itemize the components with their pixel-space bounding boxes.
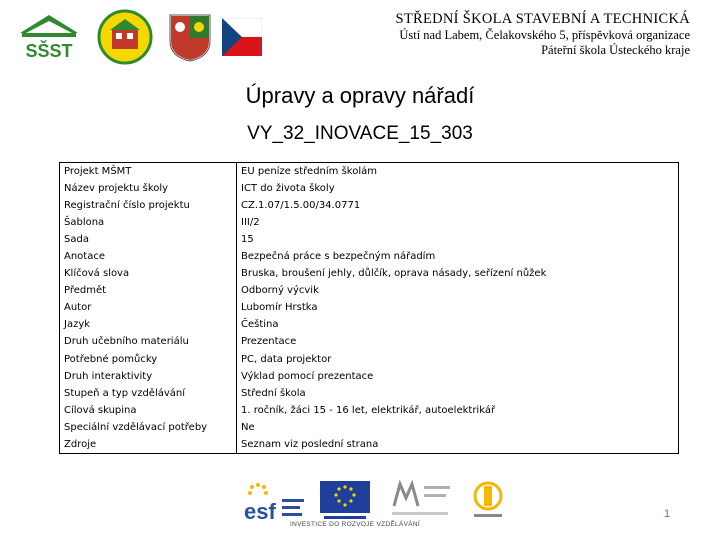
svg-text:esf: esf	[244, 498, 276, 524]
czech-flag-icon	[222, 18, 262, 56]
row-label: Potřebné pomůcky	[64, 353, 158, 365]
row-value: PC, data projektor	[237, 351, 679, 368]
row-label: Jazyk	[64, 319, 91, 331]
row-label: Zdroje	[64, 438, 97, 450]
table-row	[60, 231, 679, 248]
row-label: Projekt MŠMT	[64, 165, 132, 177]
school-badge-logo	[92, 9, 158, 65]
row-label: Cílová skupina	[64, 404, 137, 416]
metadata-table	[59, 162, 679, 454]
row-label: Sada	[64, 233, 89, 245]
op-vk-logo	[464, 478, 512, 527]
table-row	[60, 436, 679, 453]
material-code: VY_32_INOVACE_15_303	[247, 123, 473, 144]
school-tagline: Páteřní škola Ústeckého kraje	[541, 43, 690, 57]
footer-caption: INVESTICE DO ROZVOJE VZDĚLÁVÁNÍ	[290, 521, 420, 528]
row-value: Lubomír Hrstka	[237, 299, 679, 316]
table-row	[60, 197, 679, 214]
row-value: Střední škola	[237, 385, 679, 402]
table-row	[60, 368, 679, 385]
row-label: Registrační číslo projektu	[64, 199, 190, 211]
msmt-logo	[384, 478, 454, 527]
row-label: Autor	[64, 302, 92, 314]
row-value: Ne	[237, 419, 679, 436]
page-number: 1	[664, 508, 671, 520]
table-row	[60, 299, 679, 316]
table-row	[60, 419, 679, 436]
row-value: EU peníze středním školám	[237, 163, 679, 180]
row-value: Bruska, broušení jehly, důlčík, oprava násady, seřízení nůžek	[237, 265, 679, 282]
table-row	[60, 385, 679, 402]
school-address: Ústí nad Labem, Čelakovského 5, příspěvková organizace	[399, 28, 690, 42]
footer-logos	[242, 478, 512, 527]
row-label: Stupeň a typ vzdělávání	[64, 387, 186, 399]
ssst-logo	[14, 11, 84, 63]
row-label: Předmět	[64, 285, 107, 297]
row-value: Výklad pomocí prezentace	[237, 368, 679, 385]
row-value: 15	[237, 231, 679, 248]
row-value: Čeština	[237, 316, 679, 333]
svg-text:SŠST: SŠST	[25, 41, 73, 61]
header-logos	[14, 8, 262, 66]
table-row	[60, 351, 679, 368]
table-row	[60, 316, 679, 333]
row-label: Klíčová slova	[64, 268, 130, 280]
row-value: Odborný výcvik	[237, 282, 679, 299]
school-name: STŘEDNÍ ŠKOLA STAVEBNÍ A TECHNICKÁ	[395, 11, 690, 27]
table-row	[60, 248, 679, 265]
row-value: ICT do života školy	[237, 180, 679, 197]
presentation-title: Úpravy a opravy nářadí	[245, 83, 475, 108]
table-row	[60, 265, 679, 282]
row-value: Seznam viz poslední strana	[237, 436, 679, 453]
region-crest-icon	[166, 11, 214, 63]
row-label: Speciální vzdělávací potřeby	[64, 421, 208, 433]
row-label: Šablona	[64, 216, 105, 228]
row-label: Název projektu školy	[64, 182, 169, 194]
table-row	[60, 180, 679, 197]
school-header	[395, 10, 690, 58]
table-row	[60, 282, 679, 299]
row-value: Prezentace	[237, 333, 679, 350]
row-label: Anotace	[64, 251, 105, 263]
esf-logo	[242, 481, 306, 525]
row-value: Bezpečná práce s bezpečným nářadím	[237, 248, 679, 265]
table-row	[60, 402, 679, 419]
row-value: III/2	[237, 214, 679, 231]
row-label: Druh učebního materiálu	[64, 336, 189, 348]
eu-flag-icon	[316, 479, 374, 526]
row-label: Druh interaktivity	[64, 370, 153, 382]
table-row	[60, 163, 679, 180]
table-row	[60, 214, 679, 231]
row-value: 1. ročník, žáci 15 - 16 let, elektrikář, autoelektrikář	[237, 402, 679, 419]
table-row	[60, 333, 679, 350]
row-value: CZ.1.07/1.5.00/34.0771	[237, 197, 679, 214]
